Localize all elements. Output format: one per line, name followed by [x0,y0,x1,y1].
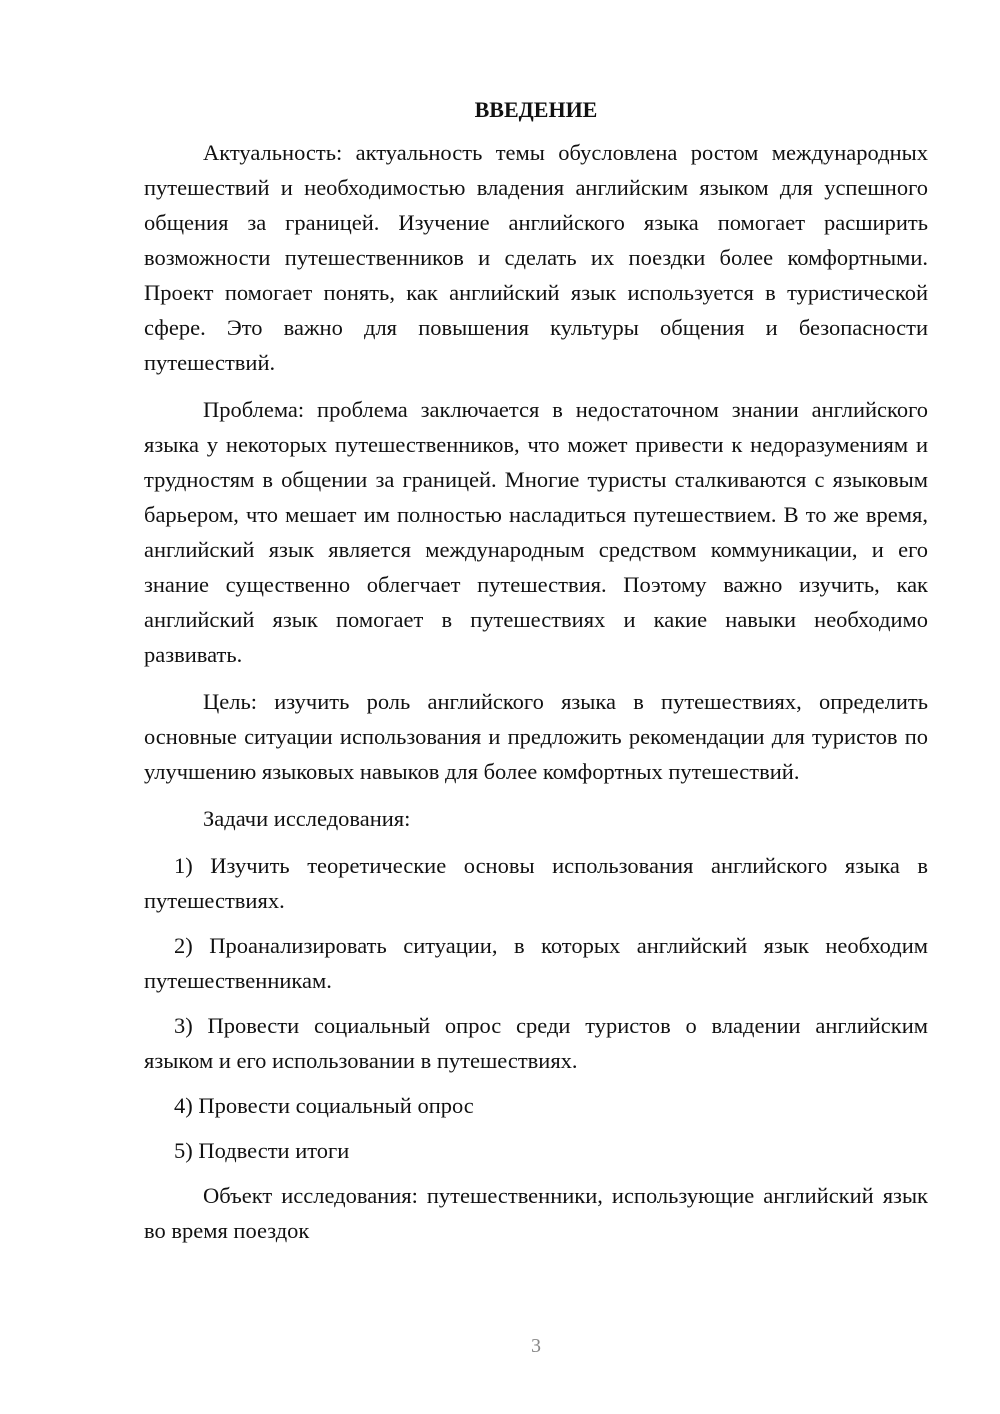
page-number: 3 [531,1335,541,1357]
page-content [144,96,928,1260]
task-item: 1) Изучить теоретические основы использования английского языка в путешествиях. [144,853,928,913]
goal-paragraph: Цель: изучить роль английского языка в путешествиях, определить основные ситуации использования и предложить рекомендации для туристов по улучшению языковых навыков для более комфортных путешествий. [144,689,928,784]
task-item: 4) Провести социальный опрос [174,1093,474,1118]
section-heading: ВВЕДЕНИЕ [474,97,598,122]
task-item: 2) Проанализировать ситуации, в которых английский язык необходим путешественникам. [144,933,928,993]
task-item: 5) Подвести итоги [174,1138,350,1163]
relevance-paragraph: Актуальность: актуальность темы обусловлена ростом международных путешествий и необходимостью владения английским языком для успешного общения за границей. Изучение английского языка помогает расширить возможности путешественников и сделать их поездки более комфортными. Проект помогает понять, как английский язык используется в туристической сфере. Это важно для повышения культуры общения и безопасности путешествий. [144,140,928,375]
task-item: 3) Провести социальный опрос среди туристов о владении английским языком и его использовании в путешествиях. [144,1013,928,1073]
tasks-title: Задачи исследования: [203,806,411,831]
problem-paragraph: Проблема: проблема заключается в недостаточном знании английского языка у некоторых путешественников, что может привести к недоразумениям и трудностям в общении за границей. Многие туристы сталкиваются с языковым барьером, что мешает им полностью насладиться путешествием. В то же время, английский язык является международным средством коммуникации, и его знание существенно облегчает путешествия. Поэтому важно изучить, как английский язык помогает в путешествиях и какие навыки необходимо развивать. [144,397,928,667]
object-paragraph: Объект исследования: путешественники, использующие английский язык во время поездок [144,1183,928,1243]
